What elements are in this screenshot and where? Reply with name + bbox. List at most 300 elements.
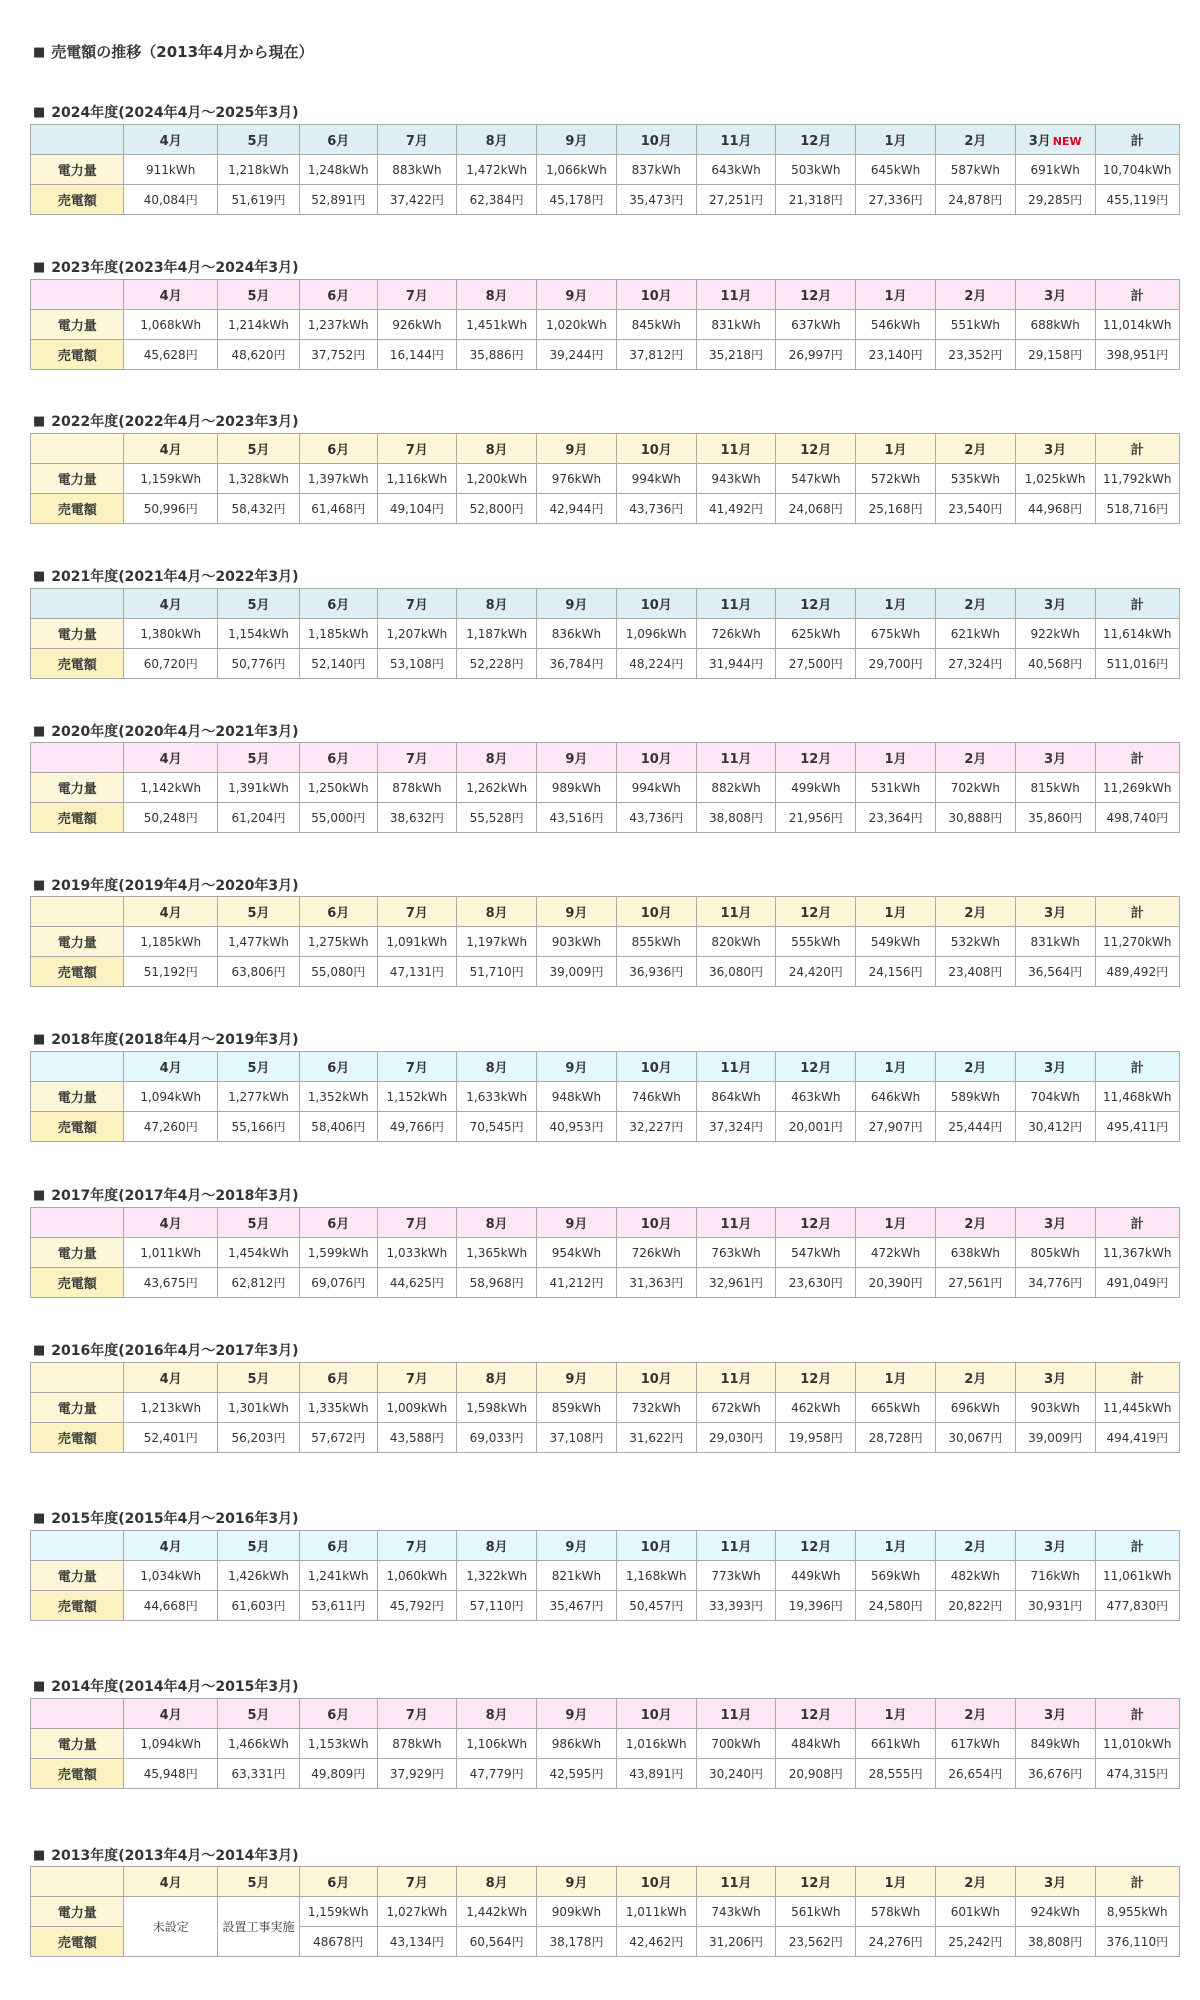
month-header <box>935 1531 1015 1561</box>
month-label: 8月 <box>485 598 508 613</box>
power-cell: 882kWh <box>696 773 776 803</box>
month-header <box>457 1699 537 1729</box>
sales-cell: 37,324円 <box>696 1112 776 1142</box>
power-row <box>31 1897 1180 1927</box>
power-cell: 1,277kWh <box>217 1082 299 1112</box>
month-label: 7月 <box>405 1540 428 1555</box>
sales-cell: 57,672円 <box>300 1423 378 1453</box>
month-label: 6月 <box>327 906 350 921</box>
month-header <box>124 1867 217 1897</box>
month-label: 1月 <box>884 1876 907 1891</box>
sales-cell: 40,568円 <box>1015 649 1095 679</box>
month-header <box>217 125 299 155</box>
sales-cell: 23,364円 <box>856 803 936 833</box>
sales-cell: 29,285円 <box>1015 185 1095 215</box>
sales-cell: 35,218円 <box>696 340 776 370</box>
sales-cell: 38,178円 <box>537 1927 617 1957</box>
sales-cell: 30,888円 <box>935 803 1015 833</box>
month-label: 10月 <box>640 1876 672 1891</box>
sales-cell: 52,228円 <box>457 649 537 679</box>
sales-cell: 50,248円 <box>124 803 217 833</box>
month-label: 9月 <box>565 906 588 921</box>
row-label-sales: 売電額 <box>31 1268 124 1298</box>
sales-cell: 53,108円 <box>377 649 457 679</box>
power-cell: 449kWh <box>776 1561 856 1591</box>
power-cell: 1,451kWh <box>457 310 537 340</box>
sales-cell: 39,244円 <box>537 340 617 370</box>
year-table <box>30 1207 1180 1298</box>
sales-cell: 52,891円 <box>300 185 378 215</box>
month-header <box>300 125 378 155</box>
month-header <box>776 897 856 927</box>
month-header <box>1015 434 1095 464</box>
month-header <box>696 1531 776 1561</box>
power-cell: 704kWh <box>1015 1082 1095 1112</box>
sales-cell: 55,080円 <box>300 957 378 987</box>
year-title <box>33 1508 298 1528</box>
power-cell: 482kWh <box>935 1561 1015 1591</box>
power-cell: 1,116kWh <box>377 464 457 494</box>
total-sales-cell: 398,951円 <box>1095 340 1179 370</box>
row-label-sales: 売電額 <box>31 957 124 987</box>
sales-cell: 51,619円 <box>217 185 299 215</box>
month-header <box>537 1699 617 1729</box>
sales-cell: 60,720円 <box>124 649 217 679</box>
row-label-power: 電力量 <box>31 155 124 185</box>
month-header <box>377 1699 457 1729</box>
power-cell: 1,152kWh <box>377 1082 457 1112</box>
month-label: 12月 <box>800 1876 832 1891</box>
sales-cell: 43,736円 <box>616 803 696 833</box>
month-header <box>935 125 1015 155</box>
sales-cell: 44,668円 <box>124 1591 217 1621</box>
year-table <box>30 1362 1180 1453</box>
sales-cell: 24,068円 <box>776 494 856 524</box>
power-cell: 1,214kWh <box>217 310 299 340</box>
year-table <box>30 588 1180 679</box>
row-label-power: 電力量 <box>31 1729 124 1759</box>
month-header <box>696 1867 776 1897</box>
month-label: 5月 <box>247 1372 270 1387</box>
total-power-cell: 8,955kWh <box>1095 1897 1179 1927</box>
month-label: 3月 <box>1044 443 1067 458</box>
sales-cell: 27,324円 <box>935 649 1015 679</box>
power-cell: 1,250kWh <box>300 773 378 803</box>
row-label-power: 電力量 <box>31 619 124 649</box>
month-label: 10月 <box>640 1217 672 1232</box>
month-label: 1月 <box>884 906 907 921</box>
total-power-cell: 11,270kWh <box>1095 927 1179 957</box>
power-cell: 1,185kWh <box>124 927 217 957</box>
sales-cell: 38,808円 <box>696 803 776 833</box>
sales-cell: 49,104円 <box>377 494 457 524</box>
month-header <box>537 743 617 773</box>
square-bullet-icon: ■ <box>33 1679 46 1694</box>
month-header <box>616 1208 696 1238</box>
sales-cell: 33,393円 <box>696 1591 776 1621</box>
power-cell: 1,168kWh <box>616 1561 696 1591</box>
corner-cell <box>31 125 124 155</box>
power-cell: 503kWh <box>776 155 856 185</box>
sales-cell: 43,675円 <box>124 1268 217 1298</box>
sales-cell: 39,009円 <box>537 957 617 987</box>
month-header <box>776 280 856 310</box>
header-row <box>31 1867 1180 1897</box>
power-cell: 1,335kWh <box>300 1393 378 1423</box>
month-header <box>1015 280 1095 310</box>
month-label: 9月 <box>565 134 588 149</box>
row-label-power: 電力量 <box>31 927 124 957</box>
power-cell: 688kWh <box>1015 310 1095 340</box>
sales-cell: 30,931円 <box>1015 1591 1095 1621</box>
sales-cell: 37,929円 <box>377 1759 457 1789</box>
power-cell: 672kWh <box>696 1393 776 1423</box>
sales-cell: 20,390円 <box>856 1268 936 1298</box>
sales-cell: 42,944円 <box>537 494 617 524</box>
sales-cell: 31,944円 <box>696 649 776 679</box>
sales-cell: 37,812円 <box>616 340 696 370</box>
sales-cell: 29,158円 <box>1015 340 1095 370</box>
sales-cell: 40,953円 <box>537 1112 617 1142</box>
corner-cell <box>31 280 124 310</box>
month-header <box>300 1208 378 1238</box>
sales-cell: 38,632円 <box>377 803 457 833</box>
month-header <box>776 589 856 619</box>
month-label: 12月 <box>800 1372 832 1387</box>
month-label: 8月 <box>485 1061 508 1076</box>
power-cell: 551kWh <box>935 310 1015 340</box>
month-header <box>856 1531 936 1561</box>
power-cell: 1,365kWh <box>457 1238 537 1268</box>
row-label-power: 電力量 <box>31 1393 124 1423</box>
corner-cell <box>31 1531 124 1561</box>
sales-cell: 24,276円 <box>856 1927 936 1957</box>
month-label: 8月 <box>485 1372 508 1387</box>
month-header <box>776 1052 856 1082</box>
month-label: 6月 <box>327 134 350 149</box>
power-cell: 994kWh <box>616 464 696 494</box>
power-cell: 1,207kWh <box>377 619 457 649</box>
month-label: 8月 <box>485 134 508 149</box>
sales-cell: 29,700円 <box>856 649 936 679</box>
power-row <box>31 464 1180 494</box>
power-cell: 1,091kWh <box>377 927 457 957</box>
corner-cell <box>31 897 124 927</box>
total-power-cell: 11,367kWh <box>1095 1238 1179 1268</box>
month-header <box>537 1363 617 1393</box>
sales-cell: 58,432円 <box>217 494 299 524</box>
row-label-sales: 売電額 <box>31 803 124 833</box>
power-cell: 994kWh <box>616 773 696 803</box>
month-label: 11月 <box>720 1217 752 1232</box>
month-header <box>935 280 1015 310</box>
month-label: 12月 <box>800 1708 832 1723</box>
header-row <box>31 589 1180 619</box>
month-header <box>856 897 936 927</box>
power-cell: 546kWh <box>856 310 936 340</box>
row-label-power: 電力量 <box>31 1897 124 1927</box>
total-header: 計 <box>1095 897 1179 927</box>
power-cell: 1,142kWh <box>124 773 217 803</box>
square-bullet-icon: ■ <box>33 878 46 893</box>
row-label-sales: 売電額 <box>31 1112 124 1142</box>
row-label-sales: 売電額 <box>31 1927 124 1957</box>
power-cell: 903kWh <box>1015 1393 1095 1423</box>
month-header <box>377 1531 457 1561</box>
power-cell: 499kWh <box>776 773 856 803</box>
header-row <box>31 125 1180 155</box>
month-label: 3月 <box>1044 1217 1067 1232</box>
power-cell: 864kWh <box>696 1082 776 1112</box>
sales-row <box>31 1423 1180 1453</box>
sales-cell: 56,203円 <box>217 1423 299 1453</box>
month-label: 5月 <box>247 1217 270 1232</box>
power-cell: 587kWh <box>935 155 1015 185</box>
month-label: 1月 <box>884 289 907 304</box>
power-cell: 484kWh <box>776 1729 856 1759</box>
month-header <box>457 1363 537 1393</box>
power-cell: 1,106kWh <box>457 1729 537 1759</box>
month-header <box>537 434 617 464</box>
sales-cell: 25,242円 <box>935 1927 1015 1957</box>
month-header <box>537 125 617 155</box>
power-cell: 1,068kWh <box>124 310 217 340</box>
power-cell: 726kWh <box>696 619 776 649</box>
power-cell: 1,380kWh <box>124 619 217 649</box>
month-label: 7月 <box>405 443 428 458</box>
year-title-text: 2022年度(2022年4月～2023年3月) <box>51 414 299 430</box>
month-header <box>300 897 378 927</box>
month-header <box>1015 1052 1095 1082</box>
sales-row <box>31 649 1180 679</box>
month-label: 12月 <box>800 443 832 458</box>
power-cell: 531kWh <box>856 773 936 803</box>
power-cell: 1,011kWh <box>124 1238 217 1268</box>
month-label: 5月 <box>247 443 270 458</box>
month-label: 9月 <box>565 1061 588 1076</box>
month-label: 4月 <box>159 906 182 921</box>
year-title <box>33 102 298 122</box>
power-cell: 1,442kWh <box>457 1897 537 1927</box>
month-label: 2月 <box>964 1540 987 1555</box>
month-header <box>935 1867 1015 1897</box>
total-sales-cell: 477,830円 <box>1095 1591 1179 1621</box>
month-header <box>856 1699 936 1729</box>
month-header <box>776 743 856 773</box>
sales-cell: 45,948円 <box>124 1759 217 1789</box>
month-header <box>124 1052 217 1082</box>
year-table <box>30 279 1180 370</box>
month-header <box>124 897 217 927</box>
year-title <box>33 875 298 895</box>
power-cell: 943kWh <box>696 464 776 494</box>
power-cell: 763kWh <box>696 1238 776 1268</box>
month-header <box>457 280 537 310</box>
month-header <box>124 1363 217 1393</box>
sales-cell: 31,206円 <box>696 1927 776 1957</box>
year-title-text: 2016年度(2016年4月～2017年3月) <box>51 1343 299 1359</box>
sales-cell: 60,564円 <box>457 1927 537 1957</box>
corner-cell <box>31 1867 124 1897</box>
sales-cell: 58,968円 <box>457 1268 537 1298</box>
month-label: 1月 <box>884 1372 907 1387</box>
month-label: 1月 <box>884 1217 907 1232</box>
year-table <box>30 1051 1180 1142</box>
sales-cell: 52,401円 <box>124 1423 217 1453</box>
power-cell: 532kWh <box>935 927 1015 957</box>
month-header <box>537 589 617 619</box>
corner-cell <box>31 434 124 464</box>
month-label: 3月 <box>1044 752 1067 767</box>
month-label: 9月 <box>565 1540 588 1555</box>
total-header: 計 <box>1095 1531 1179 1561</box>
month-label: 2月 <box>964 598 987 613</box>
sales-cell: 35,860円 <box>1015 803 1095 833</box>
total-power-cell: 11,468kWh <box>1095 1082 1179 1112</box>
month-label: 9月 <box>565 752 588 767</box>
power-cell: 462kWh <box>776 1393 856 1423</box>
sales-row <box>31 1759 1180 1789</box>
year-title <box>33 566 298 586</box>
header-row <box>31 280 1180 310</box>
month-header <box>856 280 936 310</box>
month-header <box>377 589 457 619</box>
total-header: 計 <box>1095 1867 1179 1897</box>
power-cell: 661kWh <box>856 1729 936 1759</box>
sales-cell: 28,555円 <box>856 1759 936 1789</box>
sales-cell: 51,710円 <box>457 957 537 987</box>
month-header <box>856 743 936 773</box>
month-header <box>935 1699 1015 1729</box>
power-cell: 1,466kWh <box>217 1729 299 1759</box>
power-cell: 1,009kWh <box>377 1393 457 1423</box>
total-header: 計 <box>1095 589 1179 619</box>
power-cell: 589kWh <box>935 1082 1015 1112</box>
month-header <box>1015 589 1095 619</box>
month-label: 4月 <box>159 134 182 149</box>
month-label: 3月 <box>1044 1876 1067 1891</box>
month-header <box>616 1531 696 1561</box>
total-header: 計 <box>1095 280 1179 310</box>
month-label: 7月 <box>405 1708 428 1723</box>
total-power-cell: 11,061kWh <box>1095 1561 1179 1591</box>
power-cell: 831kWh <box>696 310 776 340</box>
sales-cell: 19,396円 <box>776 1591 856 1621</box>
month-header <box>457 1208 537 1238</box>
month-label: 10月 <box>640 906 672 921</box>
month-label: 1月 <box>884 134 907 149</box>
sales-cell: 27,907円 <box>856 1112 936 1142</box>
header-row <box>31 1699 1180 1729</box>
month-label: 6月 <box>327 1061 350 1076</box>
month-header <box>537 1208 617 1238</box>
month-header <box>616 743 696 773</box>
sales-cell: 70,545円 <box>457 1112 537 1142</box>
month-header <box>377 280 457 310</box>
sales-cell: 61,204円 <box>217 803 299 833</box>
header-row <box>31 1363 1180 1393</box>
year-title <box>33 1845 298 1865</box>
power-cell: 986kWh <box>537 1729 617 1759</box>
year-title-text: 2019年度(2019年4月～2020年3月) <box>51 878 299 894</box>
year-table <box>30 1530 1180 1621</box>
month-label: 4月 <box>159 443 182 458</box>
year-title <box>33 1676 298 1696</box>
month-header <box>1015 743 1095 773</box>
sales-cell: 51,192円 <box>124 957 217 987</box>
power-cell: 773kWh <box>696 1561 776 1591</box>
year-title <box>33 257 298 277</box>
power-row <box>31 927 1180 957</box>
total-power-cell: 11,014kWh <box>1095 310 1179 340</box>
month-label: 11月 <box>720 1708 752 1723</box>
month-header <box>217 1531 299 1561</box>
power-cell: 646kWh <box>856 1082 936 1112</box>
row-label-power: 電力量 <box>31 310 124 340</box>
row-label-power: 電力量 <box>31 1082 124 1112</box>
power-cell: 878kWh <box>377 1729 457 1759</box>
month-label: 8月 <box>485 1876 508 1891</box>
sales-cell: 32,961円 <box>696 1268 776 1298</box>
month-label: 4月 <box>159 598 182 613</box>
sales-cell: 45,178円 <box>537 185 617 215</box>
year-table <box>30 896 1180 987</box>
month-label: 7月 <box>405 1372 428 1387</box>
year-table <box>30 742 1180 833</box>
month-label: 5月 <box>247 752 270 767</box>
power-cell: 1,187kWh <box>457 619 537 649</box>
sales-cell: 31,363円 <box>616 1268 696 1298</box>
month-header <box>124 1208 217 1238</box>
month-header <box>124 125 217 155</box>
month-header <box>935 1363 1015 1393</box>
sales-cell: 26,654円 <box>935 1759 1015 1789</box>
month-label: 6月 <box>327 1217 350 1232</box>
total-header: 計 <box>1095 1208 1179 1238</box>
sales-cell: 44,625円 <box>377 1268 457 1298</box>
year-title-text: 2023年度(2023年4月～2024年3月) <box>51 260 299 276</box>
month-header <box>457 125 537 155</box>
sales-cell: 23,562円 <box>776 1927 856 1957</box>
corner-cell <box>31 1052 124 1082</box>
year-title <box>33 411 298 431</box>
year-title-text: 2017年度(2017年4月～2018年3月) <box>51 1188 299 1204</box>
month-header <box>856 434 936 464</box>
sales-cell: 23,352円 <box>935 340 1015 370</box>
sales-cell: 23,630円 <box>776 1268 856 1298</box>
sales-row <box>31 340 1180 370</box>
month-header <box>1015 1531 1095 1561</box>
power-cell: 903kWh <box>537 927 617 957</box>
month-label: 6月 <box>327 1876 350 1891</box>
month-header <box>616 1867 696 1897</box>
power-cell: 976kWh <box>537 464 617 494</box>
square-bullet-icon: ■ <box>33 569 46 584</box>
month-label: 10月 <box>640 752 672 767</box>
row-label-sales: 売電額 <box>31 1423 124 1453</box>
month-header <box>856 125 936 155</box>
month-label: 3月 <box>1044 289 1067 304</box>
sales-cell: 38,808円 <box>1015 1927 1095 1957</box>
total-header: 計 <box>1095 743 1179 773</box>
row-label-sales: 売電額 <box>31 185 124 215</box>
year-title <box>33 1029 298 1049</box>
sales-cell: 30,067円 <box>935 1423 1015 1453</box>
month-header <box>217 1699 299 1729</box>
sales-cell: 40,084円 <box>124 185 217 215</box>
month-label: 11月 <box>720 1876 752 1891</box>
power-cell: 1,213kWh <box>124 1393 217 1423</box>
